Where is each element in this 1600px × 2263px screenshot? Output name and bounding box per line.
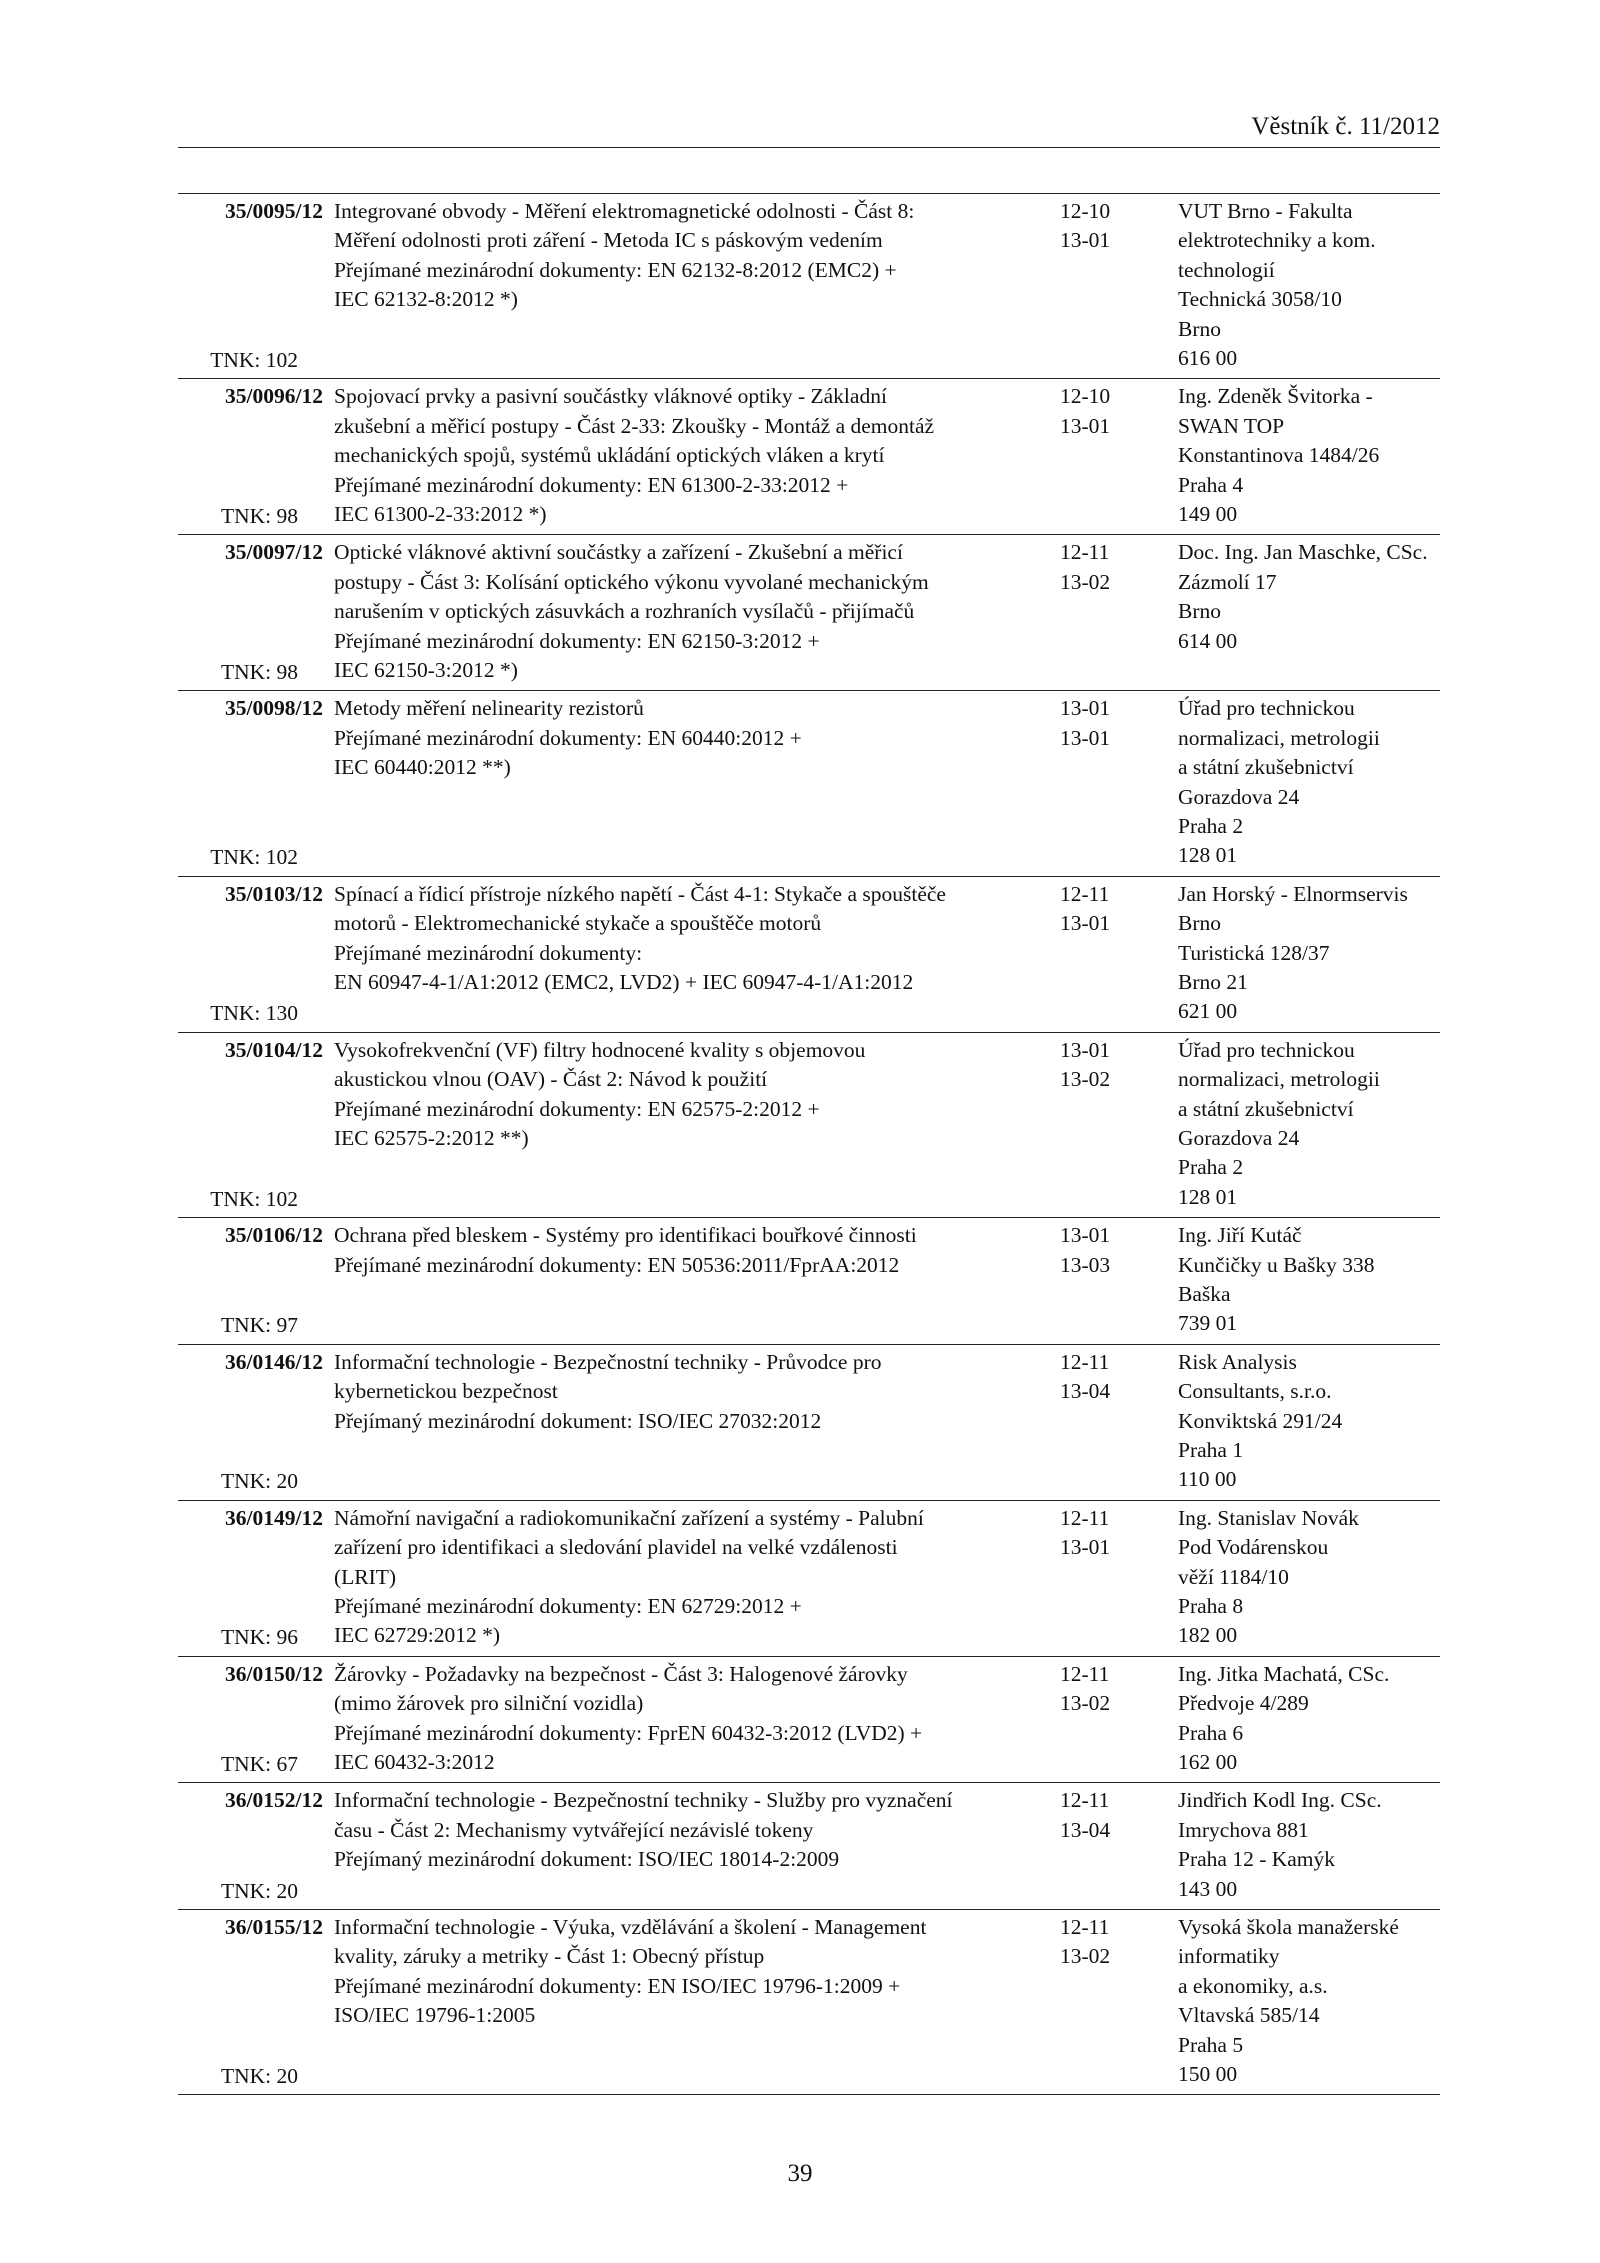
entry-description-line: Integrované obvody - Měření elektromagnetické odolnosti - Část 8: — [334, 199, 915, 223]
entry-description-line: Spínací a řídicí přístroje nízkého napětí - Část 4-1: Stykače a spouštěče — [334, 881, 946, 906]
entry-address-line: 739 01 — [1178, 1311, 1238, 1336]
header-rule — [178, 147, 1440, 148]
entry-address — [1178, 1786, 1443, 1904]
entry-description-line: Přejímané mezinárodní dokumenty: EN 62575-2:2012 + — [334, 1096, 820, 1121]
entry-address-line: 149 00 — [1178, 502, 1238, 527]
entry-id: 35/0097/12 — [225, 540, 323, 565]
entry-dates — [1060, 1504, 1150, 1563]
entry-address-line: a státní zkušebnictví — [1178, 755, 1354, 780]
entry-address-line: Jindřich Kodl Ing. CSc. — [1178, 1788, 1382, 1813]
entry-address-line: 621 00 — [1178, 999, 1238, 1024]
entry-description-line: (mimo žárovek pro silniční vozidla) — [334, 1691, 644, 1716]
entry-address-line: Kunčičky u Bašky 338 — [1178, 1252, 1375, 1277]
table-row — [178, 379, 1440, 535]
entry-dates-line: 12-11 — [1060, 1349, 1110, 1374]
entry-address-line: 128 01 — [1178, 1184, 1238, 1209]
entry-address-line: Pod Vodárenskou — [1178, 1535, 1329, 1560]
entry-description-line: Námořní navigační a radiokomunikační zařízení a systémy - Palubní — [334, 1505, 924, 1530]
entry-address-line: 616 00 — [1178, 346, 1238, 371]
entry-dates — [1060, 1913, 1150, 1972]
entry-dates-line: 13-04 — [1060, 1817, 1111, 1842]
entry-tnk: TNK: 20 — [220, 1469, 298, 1494]
entry-address — [1178, 538, 1443, 656]
entry-address-line: Consultants, s.r.o. — [1178, 1379, 1332, 1404]
page-header-title: Věstník č. 11/2012 — [1251, 113, 1440, 140]
table-row — [178, 1910, 1440, 2095]
entry-description-line: akustickou vlnou (OAV) - Část 2: Návod k použití — [334, 1067, 768, 1092]
entry-address-line: Praha 5 — [1178, 2032, 1244, 2057]
entry-dates-line: 13-01 — [1060, 1223, 1111, 1248]
entry-dates-line: 13-01 — [1060, 696, 1111, 721]
entry-address-line: SWAN TOP — [1178, 413, 1285, 438]
entry-address — [1178, 1913, 1443, 2089]
entry-address — [1178, 1036, 1443, 1212]
entry-address-line: Ing. Stanislav Novák — [1178, 1505, 1359, 1530]
table-row — [178, 1033, 1440, 1218]
entry-description-line: Přejímaný mezinárodní dokument: ISO/IEC 27032:2012 — [334, 1408, 822, 1433]
entry-address-line: Brno — [1178, 911, 1221, 936]
entry-address-line: Praha 2 — [1178, 1155, 1244, 1180]
entry-description-line: Ochrana před bleskem - Systémy pro identifikaci bouřkové činnosti — [334, 1223, 917, 1248]
entry-address-line: Ing. Jitka Machatá, CSc. — [1178, 1661, 1390, 1686]
entry-address-line: a státní zkušebnictví — [1178, 1096, 1354, 1121]
entry-dates-line: 12-11 — [1060, 1505, 1110, 1530]
entry-tnk: TNK: 98 — [220, 659, 298, 684]
entry-address — [1178, 1348, 1443, 1495]
entry-tnk: TNK: 97 — [220, 1313, 298, 1338]
table-row — [178, 1783, 1440, 1910]
page-number: 39 — [787, 2160, 813, 2187]
entry-address-line: 143 00 — [1178, 1876, 1238, 1901]
entry-address-line: Ing. Jiří Kutáč — [1178, 1223, 1302, 1248]
entry-address-line: Imrychova 881 — [1178, 1817, 1309, 1842]
entry-address-line: informatiky — [1178, 1944, 1280, 1969]
entry-description-line: Optické vláknové aktivní součástky a zařízení - Zkušební a měřicí — [334, 540, 903, 565]
entry-dates-line: 12-11 — [1060, 1788, 1110, 1813]
entry-tnk: TNK: 96 — [220, 1625, 298, 1650]
entry-address-line: Konstantinova 1484/26 — [1178, 443, 1380, 468]
entry-description-line: IEC 61300-2-33:2012 *) — [334, 502, 547, 527]
entry-dates-line: 13-04 — [1060, 1379, 1111, 1404]
entry-address-line: 110 00 — [1178, 1467, 1237, 1492]
entry-address-line: Gorazdova 24 — [1178, 1126, 1300, 1150]
table-row — [178, 1501, 1440, 1657]
entry-description-line: IEC 62729:2012 *) — [334, 1623, 501, 1648]
entry-description-line: Přejímané mezinárodní dokumenty: EN ISO/IEC 19796-1:2009 + — [334, 1973, 901, 1998]
table-row — [178, 1657, 1440, 1784]
entry-description-line: Metody měření nelinearity rezistorů — [334, 696, 644, 721]
table-row — [178, 691, 1440, 876]
entry-address-line: Technická 3058/10 — [1178, 287, 1342, 312]
entry-tnk: TNK: 98 — [220, 503, 298, 528]
entry-dates — [1060, 1221, 1150, 1280]
entry-id: 35/0106/12 — [225, 1223, 323, 1248]
entry-dates-line: 13-01 — [1060, 725, 1111, 750]
entry-description-line: Přejímané mezinárodní dokumenty: EN 62150-3:2012 + — [334, 628, 820, 653]
entry-id: 36/0155/12 — [225, 1914, 323, 1939]
entry-address-line: Praha 1 — [1178, 1437, 1244, 1462]
entry-address-line: Jan Horský - Elnormservis — [1178, 881, 1408, 906]
entry-dates-line: 13-01 — [1060, 228, 1111, 253]
entry-address-line: 162 00 — [1178, 1749, 1238, 1774]
entry-dates-line: 12-10 — [1060, 384, 1111, 409]
entry-address — [1178, 880, 1443, 1027]
entry-id: 36/0152/12 — [225, 1788, 323, 1813]
entry-tnk: TNK: 20 — [220, 2063, 298, 2088]
entry-address-line: Turistická 128/37 — [1178, 940, 1330, 965]
entry-address-line: 182 00 — [1178, 1623, 1238, 1648]
entry-tnk: TNK: 102 — [210, 1186, 298, 1211]
entry-description-line: Informační technologie - Výuka, vzdělávání a školení - Management — [334, 1914, 927, 1939]
entry-dates-line: 13-01 — [1060, 413, 1111, 438]
entry-description-line: zkušební a měřicí postupy - Část 2-33: Zkoušky - Montáž a demontáž — [334, 413, 935, 438]
entry-address-line: technologií — [1178, 257, 1275, 282]
entry-dates — [1060, 1786, 1150, 1845]
entry-id: 35/0104/12 — [225, 1037, 323, 1062]
entry-address-line: 150 00 — [1178, 2061, 1238, 2086]
entry-address-line: Praha 2 — [1178, 814, 1244, 839]
entry-address-line: Gorazdova 24 — [1178, 784, 1300, 809]
entry-tnk: TNK: 102 — [210, 845, 298, 870]
entry-dates-line: 13-02 — [1060, 1944, 1111, 1969]
entry-address-line: Úřad pro technickou — [1178, 1037, 1355, 1062]
entry-description-line: Přejímané mezinárodní dokumenty: EN 50536:2011/FprAA:2012 — [334, 1252, 900, 1277]
entry-description-line: Přejímané mezinárodní dokumenty: EN 62729:2012 + — [334, 1593, 802, 1618]
entry-dates — [1060, 1660, 1150, 1719]
entry-description-line: mechanických spojů, systémů ukládání optických vláken a krytí — [334, 443, 885, 468]
entry-address-line: Praha 4 — [1178, 472, 1244, 497]
entry-dates — [1060, 1348, 1150, 1407]
table-row — [178, 194, 1440, 379]
entry-description-line: IEC 62150-3:2012 *) — [334, 658, 518, 683]
entry-description-line: času - Část 2: Mechanismy vytvářející nezávislé tokeny — [334, 1817, 814, 1842]
entry-dates — [1060, 1036, 1150, 1095]
entry-dates — [1060, 880, 1150, 939]
standards-table — [178, 193, 1440, 2095]
table-row — [178, 1218, 1440, 1345]
entry-dates-line: 13-02 — [1060, 1067, 1111, 1092]
entry-address-line: Praha 8 — [1178, 1593, 1244, 1618]
entry-address-line: Brno — [1178, 316, 1221, 341]
entry-address-line: Brno — [1178, 599, 1221, 624]
entry-id: 35/0098/12 — [225, 696, 323, 721]
entry-dates-line: 12-10 — [1060, 199, 1111, 223]
entry-address-line: a ekonomiky, a.s. — [1178, 1973, 1328, 1998]
entry-address-line: Konviktská 291/24 — [1178, 1408, 1343, 1433]
entry-address-line: Praha 12 - Kamýk — [1178, 1847, 1336, 1872]
entry-address — [1178, 197, 1443, 373]
entry-tnk: TNK: 102 — [210, 347, 298, 372]
entry-address-line: Baška — [1178, 1281, 1231, 1306]
entry-address-line: Vysoká škola manažerské — [1178, 1914, 1399, 1939]
entry-address-line: 614 00 — [1178, 628, 1238, 653]
entry-description-line: Informační technologie - Bezpečnostní techniky - Průvodce pro — [334, 1349, 882, 1374]
entry-address-line: Praha 6 — [1178, 1720, 1244, 1745]
entry-tnk: TNK: 130 — [210, 1001, 298, 1026]
entry-description-line: IEC 62132-8:2012 *) — [334, 287, 518, 312]
entry-address-line: Úřad pro technickou — [1178, 696, 1355, 721]
entry-dates-line: 13-01 — [1060, 911, 1111, 936]
entry-description-line: IEC 60440:2012 **) — [334, 755, 511, 780]
entry-description-line: EN 60947-4-1/A1:2012 (EMC2, LVD2) + IEC 60947-4-1/A1:2012 — [334, 970, 914, 994]
entry-address-line: elektrotechniky a kom. — [1178, 228, 1376, 253]
entry-address-line: Ing. Zdeněk Švitorka - — [1178, 384, 1373, 409]
entry-id: 35/0095/12 — [225, 199, 323, 223]
entry-address-line: Doc. Ing. Jan Maschke, CSc. — [1178, 540, 1428, 565]
entry-description-line: motorů - Elektromechanické stykače a spouštěče motorů — [334, 911, 822, 936]
entry-address — [1178, 1504, 1443, 1651]
entry-description-line: Vysokofrekvenční (VF) filtry hodnocené kvality s objemovou — [334, 1037, 866, 1062]
entry-id: 36/0146/12 — [225, 1349, 323, 1374]
entry-address — [1178, 1660, 1443, 1778]
entry-address-line: 128 01 — [1178, 843, 1238, 868]
table-row — [178, 535, 1440, 691]
entry-dates-line: 13-01 — [1060, 1535, 1111, 1560]
entry-tnk: TNK: 67 — [220, 1751, 298, 1776]
entry-dates-line: 12-11 — [1060, 881, 1110, 906]
entry-address-line: Vltavská 585/14 — [1178, 2003, 1320, 2028]
entry-description-line: Přejímaný mezinárodní dokument: ISO/IEC 18014-2:2009 — [334, 1847, 840, 1872]
entry-description-line: Měření odolnosti proti záření - Metoda IC s páskovým vedením — [334, 228, 883, 253]
entry-description-line: zařízení pro identifikaci a sledování plavidel na velké vzdálenosti — [334, 1535, 898, 1560]
entry-id: 35/0096/12 — [225, 384, 323, 409]
entry-description-line: kybernetickou bezpečnost — [334, 1379, 558, 1404]
entry-dates-line: 12-11 — [1060, 1914, 1110, 1939]
entry-description-line: narušením v optických zásuvkách a rozhraních vysílačů - přijímačů — [334, 599, 915, 624]
entry-dates — [1060, 197, 1150, 256]
entry-description-line: Informační technologie - Bezpečnostní techniky - Služby pro vyznačení — [334, 1788, 953, 1813]
entry-dates-line: 13-01 — [1060, 1037, 1111, 1062]
entry-description-line: ISO/IEC 19796-1:2005 — [334, 2003, 536, 2028]
entry-address-line: normalizaci, metrologii — [1178, 1067, 1380, 1092]
entry-id: 36/0150/12 — [225, 1661, 323, 1686]
entry-dates-line: 13-02 — [1060, 1691, 1111, 1716]
entry-address-line: normalizaci, metrologii — [1178, 725, 1380, 750]
entry-description-line: Přejímané mezinárodní dokumenty: FprEN 60432-3:2012 (LVD2) + — [334, 1720, 923, 1745]
table-row — [178, 1345, 1440, 1501]
entry-dates-line: 12-11 — [1060, 540, 1110, 565]
entry-dates — [1060, 382, 1150, 441]
entry-description-line: Přejímané mezinárodní dokumenty: EN 62132-8:2012 (EMC2) + — [334, 257, 897, 282]
entry-description-line: Přejímané mezinárodní dokumenty: EN 61300-2-33:2012 + — [334, 472, 849, 497]
entry-description-line: postupy - Část 3: Kolísání optického výkonu vyvolané mechanickým — [334, 569, 929, 594]
entry-dates — [1060, 538, 1150, 597]
entry-dates-line: 13-03 — [1060, 1252, 1111, 1277]
entry-address — [1178, 382, 1443, 529]
entry-address-line: Brno 21 — [1178, 970, 1248, 994]
entry-address-line: VUT Brno - Fakulta — [1178, 199, 1353, 223]
entry-description-line: kvality, záruky a metriky - Část 1: Obecný přístup — [334, 1944, 765, 1969]
entry-address — [1178, 1221, 1443, 1339]
entry-address — [1178, 694, 1443, 870]
entry-description-line: Spojovací prvky a pasivní součástky vláknové optiky - Základní — [334, 384, 887, 409]
entry-description-line: Přejímané mezinárodní dokumenty: — [334, 940, 643, 965]
entry-tnk: TNK: 20 — [220, 1878, 298, 1903]
entry-address-line: Zázmolí 17 — [1178, 569, 1277, 594]
entry-description-line: IEC 60432-3:2012 — [334, 1749, 495, 1774]
table-row — [178, 877, 1440, 1033]
entry-dates-line: 13-02 — [1060, 569, 1111, 594]
entry-address-line: Předvoje 4/289 — [1178, 1691, 1309, 1716]
entry-dates-line: 12-11 — [1060, 1661, 1110, 1686]
entry-id: 35/0103/12 — [225, 881, 323, 906]
entry-description-line: (LRIT) — [334, 1564, 397, 1589]
entry-id: 36/0149/12 — [225, 1505, 323, 1530]
entry-description-line: Přejímané mezinárodní dokumenty: EN 60440:2012 + — [334, 725, 802, 750]
entry-dates — [1060, 694, 1150, 753]
entry-address-line: Risk Analysis — [1178, 1349, 1297, 1374]
entry-description-line: Žárovky - Požadavky na bezpečnost - Část 3: Halogenové žárovky — [334, 1661, 908, 1686]
entry-address-line: věží 1184/10 — [1178, 1564, 1289, 1589]
entry-description-line: IEC 62575-2:2012 **) — [334, 1126, 529, 1150]
